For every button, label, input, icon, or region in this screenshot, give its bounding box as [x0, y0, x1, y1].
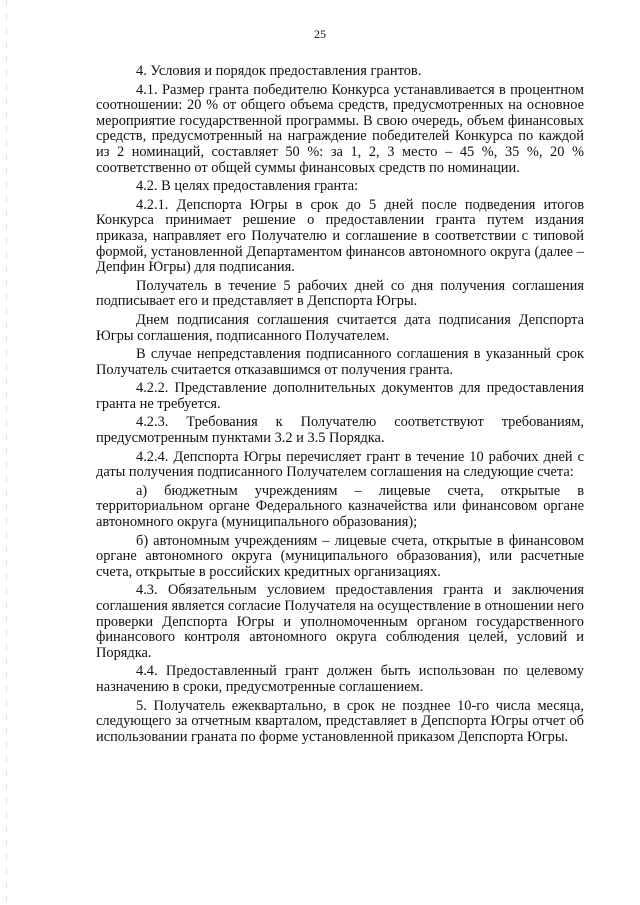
paragraph-recipient-signing: Получатель в течение 5 рабочих дней со дня получения соглашения подписывает его и представляет в Депспорта Югры. [96, 277, 584, 310]
paragraph-4-2: 4.2. В целях предоставления гранта: [136, 178, 359, 195]
paragraph-5: 5. Получатель ежеквартально, в срок не позднее 10-го числа месяца, следующего за отчетным кварталом, представляет в Депспорта Югры отчет об использовании граната по форме установленной приказом Депспорта Югры. [96, 697, 584, 745]
paragraph-non-submission: В случае непредставления подписанного соглашения в указанный срок Получатель считается отказавшимся от получения гранта. [96, 346, 584, 378]
paragraph-item-a: а) бюджетным учреждениям – лицевые счета, открытые в территориальном органе Федерального казначейства или финансовом органе автономного округа (муниципального образования); [96, 482, 584, 531]
paragraph-4-2-4: 4.2.4. Депспорта Югры перечисляет грант в течение 10 рабочих дней с даты получения подписанного Получателем соглашения на следующие счета: [96, 448, 584, 481]
paragraph-4-2-1: 4.2.1. Депспорта Югры в срок до 5 дней после подведения итогов Конкурса принимает решение о предоставлении гранта путем издания приказа, направляет его Получателю и соглашение в соответствии с типовой формой, установленной Департаментом финансов автономного округа (далее – Депфин Югры) для подписания. [96, 196, 584, 276]
paragraph-4-4: 4.4. Предоставленный грант должен быть использован по целевому назначению в сроки, предусмотренные соглашением. [96, 663, 584, 695]
paragraph-4-1: 4.1. Размер гранта победителю Конкурса устанавливается в процентном соотношении: 20 % от общего объема средств, предусмотренных на основное мероприятие государственной программы. В свою очередь, объем финансовых средств, предусмотренный на награждение победителей Конкурса по каждой из 2 номинаций, составляет 50 %: за 1, 2, 3 место – 45 %, 35 %, 20 % соответственно от общей суммы финансовых средств по номинации. [96, 81, 584, 176]
paragraph-item-b: б) автономным учреждениям – лицевые счета, открытые в финансовом органе автономного округа (муниципального образования), или расчетные счета, открытые в российских кредитных организациях. [96, 532, 584, 580]
page-number: 25 [314, 27, 326, 41]
section-heading-4: 4. Условия и порядок предоставления грантов. [136, 63, 422, 79]
paragraph-signing-date: Днем подписания соглашения считается дата подписания Депспорта Югры соглашения, подписанного Получателем. [96, 311, 584, 344]
paragraph-4-3: 4.3. Обязательным условием предоставления гранта и заключения соглашения является согласие Получателя на осуществление в отношении него проверки Депспорта Югры и уполномоченным органом государственного финансового контроля автономного округа соблюдения целей, условий и Порядка. [96, 582, 584, 661]
paragraph-4-2-3: 4.2.3. Требования к Получателю соответствуют требованиям, предусмотренным пунктами 3.2 и 3.5 Порядка. [96, 414, 584, 447]
scan-edge-artifact [6, 0, 7, 905]
paragraph-4-2-2: 4.2.2. Представление дополнительных документов для предоставления гранта не требуется. [96, 380, 584, 412]
document-body [96, 64, 584, 748]
